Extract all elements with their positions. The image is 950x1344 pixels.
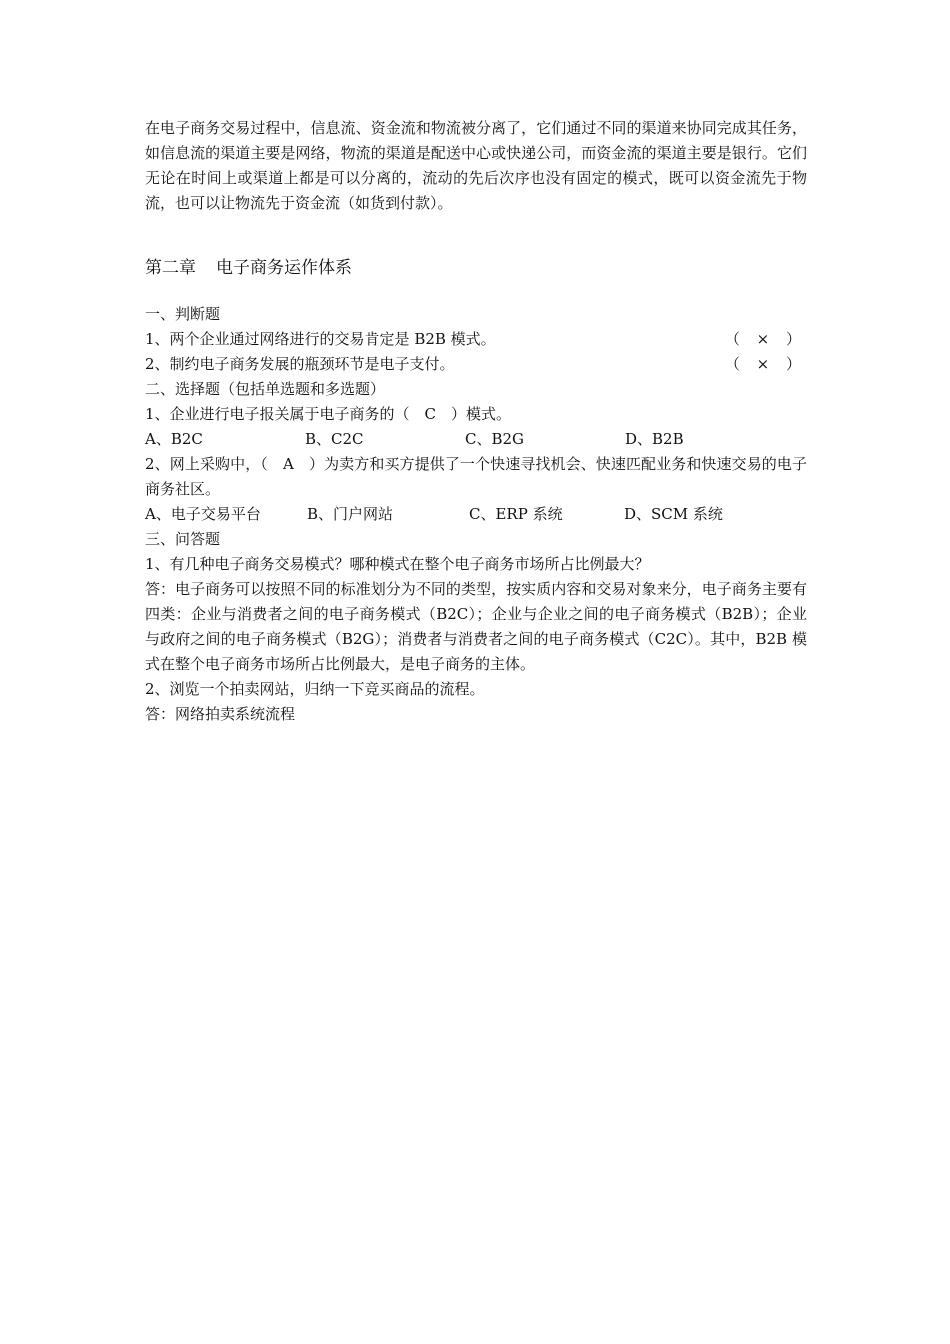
chapter-heading [145,254,807,282]
judgement-section [145,302,807,377]
option-d: D、SCM 系统 [624,505,723,523]
chapter-number: 第二章 [145,258,196,278]
choice-options-2 [145,502,807,527]
choice-question-2: 2、网上采购中，（ A ）为卖方和买方提供了一个快速寻找机会、快速匹配业务和快速交易的电子商务社区。 [145,455,807,498]
chapter-title: 电子商务运作体系 [216,258,352,278]
choice-options-1 [145,427,807,452]
option-c: C、ERP 系统 [469,505,563,523]
option-c: C、B2G [465,430,525,448]
choice-question-1: 1、企业进行电子报关属于电子商务的（ C ）模式。 [145,405,512,423]
qa-section [145,527,807,727]
option-a: A、电子交易平台 [145,505,261,523]
judgement-heading: 一、判断题 [145,305,221,323]
qa-answer-2: 答：网络拍卖系统流程 [145,705,296,723]
option-b: B、门户网站 [307,505,394,523]
judgement-item [145,327,807,352]
intro-paragraph: 在电子商务交易过程中，信息流、资金流和物流被分离了，它们通过不同的渠道来协同完成其任务，如信息流的渠道主要是网络，物流的渠道是配送中心或快递公司，而资金流的渠道主要是银行。它们无论在时间上或渠道上都是可以分离的，流动的先后次序也没有固定的模式，既可以资金流先于物流，也可以让物流先于资金流（如货到付款）。 [145,119,807,212]
qa-question-1: 1、有几种电子商务交易模式？哪种模式在整个电子商务市场所占比例最大？ [145,555,650,573]
judgement-item [145,352,807,377]
judgement-item-mark: （ × ） [724,330,807,348]
judgement-item-mark: （ × ） [724,355,807,373]
judgement-item-text: 2、制约电子商务发展的瓶颈环节是电子支付。 [145,355,455,373]
document-page [145,116,807,727]
choice-heading: 二、选择题（包括单选题和多选题） [145,380,386,398]
option-a: A、B2C [145,430,203,448]
option-b: B、C2C [305,430,364,448]
qa-answer-1: 答：电子商务可以按照不同的标准划分为不同的类型，按实质内容和交易对象来分，电子商务主要有四类：企业与消费者之间的电子商务模式（B2C）；企业与企业之间的电子商务模式（B2B）；企业与政府之间的电子商务模式（B2G）；消费者与消费者之间的电子商务模式（C2C）。其中，B2B 模式在整个电子商务市场所占比例最大，是电子商务的主体。 [145,580,807,673]
qa-question-2: 2、浏览一个拍卖网站，归纳一下竞买商品的流程。 [145,680,485,698]
qa-heading: 三、问答题 [145,530,221,548]
option-d: D、B2B [625,430,684,448]
judgement-item-text: 1、两个企业通过网络进行的交易肯定是 B2B 模式。 [145,330,496,348]
choice-section [145,377,807,527]
